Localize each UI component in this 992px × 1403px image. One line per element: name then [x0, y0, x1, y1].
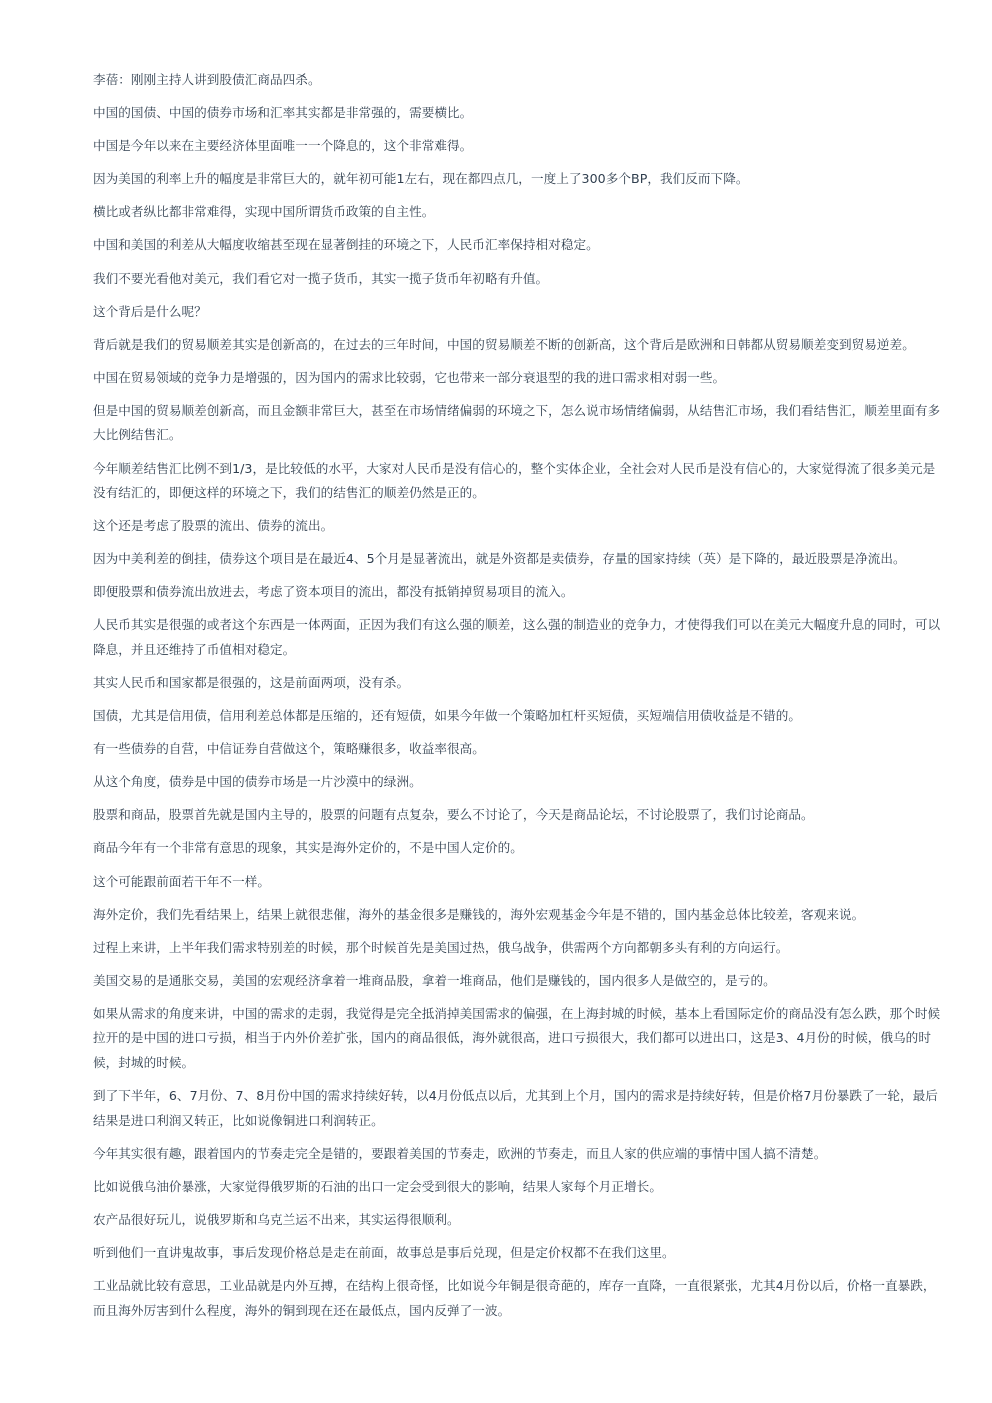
paragraph: 但是中国的贸易顺差创新高，而且金额非常巨大，甚至在市场情绪偏弱的环境之下，怎么说市场情绪偏弱，从结售汇市场，我们看结售汇，顺差里面有多大比例结售汇。	[93, 402, 941, 443]
paragraph: 今年其实很有趣，跟着国内的节奏走完全是错的，要跟着美国的节奏走，欧洲的节奏走，而且人家的供应端的事情中国人搞不清楚。	[93, 1145, 827, 1161]
paragraph: 横比或者纵比都非常难得，实现中国所谓货币政策的自主性。	[93, 204, 435, 220]
paragraph: 这个可能跟前面若干年不一样。	[93, 873, 271, 889]
paragraph: 美国交易的是通胀交易，美国的宏观经济拿着一堆商品股，拿着一堆商品，他们是赚钱的，国内很多人是做空的，是亏的。	[93, 972, 776, 988]
paragraph: 农产品很好玩儿，说俄罗斯和乌克兰运不出来，其实运得很顺利。	[93, 1211, 460, 1227]
paragraph: 股票和商品，股票首先就是国内主导的，股票的问题有点复杂，要么不讨论了，今天是商品论坛，不讨论股票了，我们讨论商品。	[93, 807, 814, 823]
paragraph: 有一些债券的自营，中信证券自营做这个，策略赚很多，收益率很高。	[93, 741, 485, 757]
paragraph: 中国和美国的利差从大幅度收缩甚至现在显著倒挂的环境之下，人民币汇率保持相对稳定。	[93, 237, 599, 253]
paragraph: 中国在贸易领域的竞争力是增强的，因为国内的需求比较弱，它也带来一部分衰退型的我的进口需求相对弱一些。	[93, 369, 726, 385]
paragraph: 即便股票和债券流出放进去，考虑了资本项目的流出，都没有抵销掉贸易项目的流入。	[93, 584, 574, 600]
paragraph: 这个还是考虑了股票的流出、债券的流出。	[93, 518, 334, 534]
paragraph: 背后就是我们的贸易顺差其实是创新高的，在过去的三年时间，中国的贸易顺差不断的创新高，这个背后是欧洲和日韩都从贸易顺差变到贸易逆差。	[93, 336, 915, 352]
paragraph: 听到他们一直讲鬼故事，事后发现价格总是走在前面，故事总是事后兑现，但是定价权都不在我们这里。	[93, 1244, 675, 1260]
paragraph: 从这个角度，债券是中国的债券市场是一片沙漠中的绿洲。	[93, 774, 422, 790]
document-body	[93, 68, 945, 1332]
paragraph: 到了下半年，6、7月份、7、8月份中国的需求持续好转，以4月份低点以后，尤其到上个月，国内的需求是持续好转，但是价格7月份暴跌了一轮，最后结果是进口利润又转正，比如说像铜进口利润转正。	[93, 1088, 938, 1128]
paragraph: 商品今年有一个非常有意思的现象，其实是海外定价的，不是中国人定价的。	[93, 840, 523, 856]
paragraph: 人民币其实是很强的或者这个东西是一体两面，正因为我们有这么强的顺差，这么强的制造业的竞争力，才使得我们可以在美元大幅度升息的同时，可以降息，并且还维持了币值相对稳定。	[93, 617, 941, 657]
paragraph: 我们不要光看他对美元，我们看它对一揽子货币，其实一揽子货币年初略有升值。	[93, 270, 549, 286]
paragraph: 工业品就比较有意思，工业品就是内外互搏，在结构上很奇怪，比如说今年铜是很奇葩的，库存一直降，一直很紧张，尤其4月份以后，价格一直暴跌，而且海外厉害到什么程度，海外的铜到现在还在最低点，国内反弹了一波。	[93, 1278, 936, 1318]
paragraph: 海外定价，我们先看结果上，结果上就很悲催，海外的基金很多是赚钱的，海外宏观基金今年是不错的，国内基金总体比较差，客观来说。	[93, 906, 865, 922]
paragraph: 其实人民币和国家都是很强的，这是前面两项，没有杀。	[93, 675, 410, 690]
paragraph: 今年顺差结售汇比例不到1/3，是比较低的水平，大家对人民币是没有信心的，整个实体企业，全社会对人民币是没有信心的，大家觉得流了很多美元是没有结汇的，即便这样的环境之下，我们的结售汇的顺差仍然是正的。	[93, 460, 936, 501]
paragraph: 因为美国的利率上升的幅度是非常巨大的，就年初可能1左右，现在都四点几，一度上了300多个BP，我们反而下降。	[93, 171, 749, 187]
paragraph: 过程上来讲，上半年我们需求特别差的时候，那个时候首先是美国过热，俄乌战争，供需两个方向都朝多头有利的方向运行。	[93, 939, 789, 955]
paragraph: 中国的国债、中国的债券市场和汇率其实都是非常强的，需要横比。	[93, 105, 473, 121]
paragraph: 比如说俄乌油价暴涨，大家觉得俄罗斯的石油的出口一定会受到很大的影响，结果人家每个月正增长。	[93, 1178, 662, 1194]
paragraph: 中国是今年以来在主要经济体里面唯一一个降息的，这个非常难得。	[93, 138, 473, 154]
paragraph: 这个背后是什么呢？	[93, 303, 207, 319]
paragraph: 如果从需求的角度来讲，中国的需求的走弱，我觉得是完全抵消掉美国需求的偏强，在上海封城的时候，基本上看国际定价的商品没有怎么跌，那个时候拉开的是中国的进口亏损，相当于内外价差扩张，国内的商品很低，海外就很高，进口亏损很大，我们都可以进出口，这是3、4月份的时候，俄乌的时候，封城的时候。	[93, 1005, 941, 1070]
paragraph: 因为中美利差的倒挂，债券这个项目是在最近4、5个月是显著流出，就是外资都是卖债券，存量的国家持续（英）是下降的，最近股票是净流出。	[93, 551, 906, 567]
paragraph: 李蓓：刚刚主持人讲到股债汇商品四杀。	[93, 72, 321, 87]
paragraph: 国债，尤其是信用债，信用利差总体都是压缩的，还有短债，如果今年做一个策略加杠杆买短债，买短端信用债收益是不错的。	[93, 708, 802, 724]
